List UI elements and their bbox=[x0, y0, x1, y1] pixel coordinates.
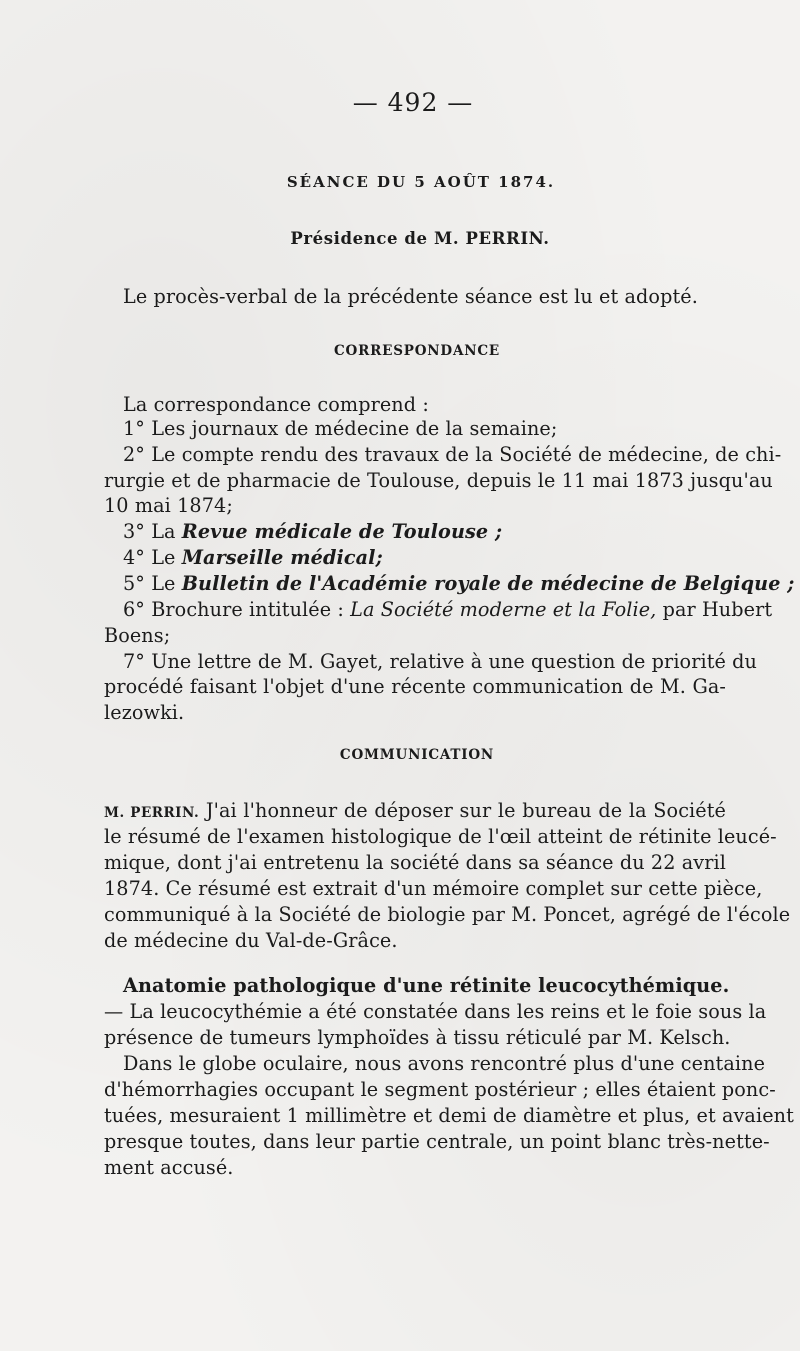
comm-p3-line-5: ment accusé. bbox=[104, 1156, 234, 1179]
comm-p2-title: Anatomie pathologique d'une rétinite leucocythémique. bbox=[123, 974, 730, 997]
presidence-line: Présidence de M. PERRIN. bbox=[290, 229, 550, 248]
page-number: — 492 — bbox=[352, 88, 474, 117]
comm-p3-line-2: d'hémorrhagies occupant le segment postérieur ; elles étaient ponc- bbox=[104, 1078, 776, 1101]
corr-item-5: 5° Le Bulletin de l'Académie royale de médecine de Belgique ; bbox=[123, 572, 795, 595]
corr-item-2-line-3: 10 mai 1874; bbox=[104, 494, 233, 517]
corr-item-2-line-2: rurgie et de pharmacie de Toulouse, depuis le 11 mai 1873 jusqu'au bbox=[104, 469, 773, 492]
comm-p3-line-4: presque toutes, dans leur partie centrale, un point blanc très-nette- bbox=[104, 1130, 770, 1153]
comm-p3-line-1: Dans le globe oculaire, nous avons rencontré plus d'une centaine bbox=[123, 1052, 766, 1075]
comm-p2-line-3: présence de tumeurs lymphoïdes à tissu réticulé par M. Kelsch. bbox=[104, 1026, 731, 1049]
corr-item-7-line-2: procédé faisant l'objet d'une récente communication de M. Ga- bbox=[104, 675, 726, 698]
seance-title: SÉANCE DU 5 AOÛT 1874. bbox=[286, 173, 556, 191]
corr-item-6-line-1: 6° Brochure intitulée : La Société moderne et la Folie, par Hubert bbox=[123, 598, 773, 621]
corr-item-7-line-3: lezowki. bbox=[104, 701, 185, 724]
comm-p1-line-2: le résumé de l'examen histologique de l'œil atteint de rétinite leucé- bbox=[104, 825, 777, 848]
speaker-name: M. PERRIN. bbox=[104, 805, 200, 821]
comm-p1-line-6: de médecine du Val-de-Grâce. bbox=[104, 929, 398, 952]
corr-item-3-title: Revue médicale de Toulouse ; bbox=[181, 520, 503, 543]
intro-line: Le procès-verbal de la précédente séance est lu et adopté. bbox=[123, 285, 698, 308]
correspondance-heading: CORRESPONDANCE bbox=[334, 343, 500, 359]
comm-p1-line-1: M. PERRIN. J'ai l'honneur de déposer sur le bureau de la Société bbox=[104, 799, 727, 822]
corr-item-6-title: La Société moderne et la Folie, bbox=[350, 598, 657, 621]
comm-p1-line-4: 1874. Ce résumé est extrait d'un mémoire complet sur cette pièce, bbox=[104, 877, 763, 900]
comm-p2-line-2: — La leucocythémie a été constatée dans les reins et le foie sous la bbox=[104, 1000, 767, 1023]
comm-p1-line-3: mique, dont j'ai entretenu la société dans sa séance du 22 avril bbox=[104, 851, 726, 874]
corr-item-5-title: Bulletin de l'Académie royale de médecine de Belgique ; bbox=[181, 572, 795, 595]
correspondance-intro: La correspondance comprend : bbox=[123, 393, 429, 416]
comm-p1-line-5: communiqué à la Société de biologie par M. Poncet, agrégé de l'école bbox=[104, 903, 791, 926]
comm-p3-line-3: tuées, mesuraient 1 millimètre et demi de diamètre et plus, et avaient bbox=[104, 1104, 794, 1127]
corr-item-6-line-2: Boens; bbox=[104, 624, 171, 647]
corr-item-4-title: Marseille médical; bbox=[181, 546, 383, 569]
corr-item-7-line-1: 7° Une lettre de M. Gayet, relative à une question de priorité du bbox=[123, 650, 758, 673]
corr-item-3: 3° La Revue médicale de Toulouse ; bbox=[123, 520, 503, 543]
corr-item-2-line-1: 2° Le compte rendu des travaux de la Société de médecine, de chi- bbox=[123, 443, 782, 466]
corr-item-4: 4° Le Marseille médical; bbox=[123, 546, 383, 569]
corr-item-1: 1° Les journaux de médecine de la semaine; bbox=[123, 417, 558, 440]
communication-heading: COMMUNICATION bbox=[339, 747, 495, 763]
